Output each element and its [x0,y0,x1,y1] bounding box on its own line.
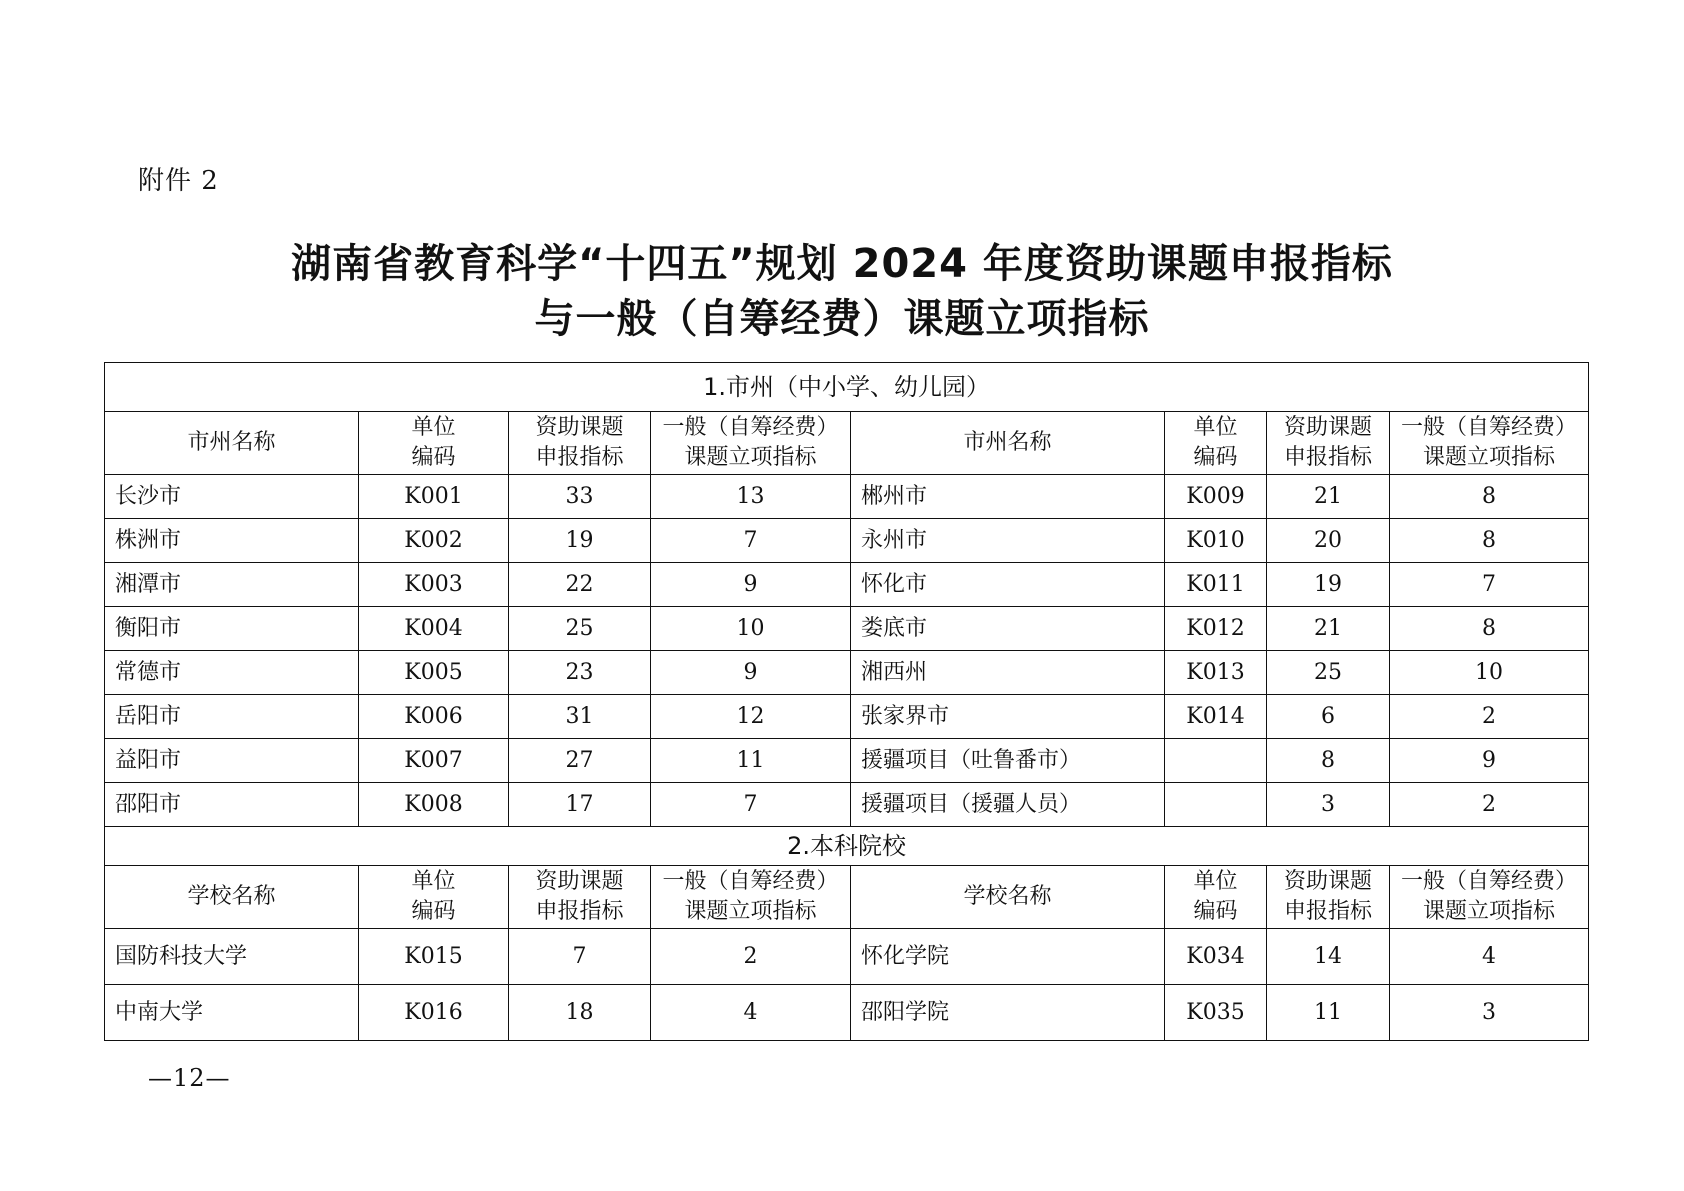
section-title-row [105,827,1589,866]
header-general-quota-line: 一般（自筹经费） [1401,869,1578,894]
unit-code [1165,783,1267,827]
general-quota: 10 [1390,651,1589,695]
header-general-quota [1390,412,1589,475]
unit-code: K016 [359,985,509,1041]
unit-name: 国防科技大学 [105,929,359,985]
header-general-quota-line: 一般（自筹经费） [1401,415,1578,440]
unit-code: K013 [1165,651,1267,695]
general-quota: 2 [651,929,851,985]
section-title-row [105,363,1589,412]
header-code [359,866,509,929]
fund-quota: 18 [509,985,651,1041]
unit-name: 邵阳学院 [851,985,1165,1041]
document-title-line2: 与一般（自筹经费）课题立项指标 [534,296,1150,342]
unit-name: 邵阳市 [105,783,359,827]
quota-table [104,362,1589,1041]
unit-name: 岳阳市 [105,695,359,739]
unit-name: 援疆项目（吐鲁番市） [851,739,1165,783]
general-quota: 2 [1390,695,1589,739]
unit-code: K010 [1165,519,1267,563]
fund-quota: 25 [509,607,651,651]
fund-quota: 14 [1267,929,1390,985]
header-general-quota [651,412,851,475]
unit-name: 中南大学 [105,985,359,1041]
header-fund-quota [509,412,651,475]
table-row [105,985,1589,1041]
header-name: 学校名称 [105,866,359,929]
unit-name: 怀化学院 [851,929,1165,985]
fund-quota: 33 [509,475,651,519]
unit-code [1165,739,1267,783]
general-quota: 13 [651,475,851,519]
header-code-line: 单位 [1193,415,1238,440]
header-fund-quota-line: 申报指标 [1283,899,1372,924]
unit-name: 湘西州 [851,651,1165,695]
table-row [105,739,1589,783]
header-fund-quota-line: 申报指标 [535,445,624,470]
unit-code: K004 [359,607,509,651]
unit-name: 常德市 [105,651,359,695]
general-quota: 4 [1390,929,1589,985]
document-title-line1: 湖南省教育科学“十四五”规划 2024 年度资助课题申报指标 [291,241,1393,287]
unit-code: K015 [359,929,509,985]
unit-code: K003 [359,563,509,607]
header-code [1165,866,1267,929]
header-code-line: 单位 [1193,869,1238,894]
header-general-quota [1390,866,1589,929]
fund-quota: 19 [1267,563,1390,607]
general-quota: 3 [1390,985,1589,1041]
general-quota: 2 [1390,783,1589,827]
unit-code: K008 [359,783,509,827]
general-quota: 8 [1390,475,1589,519]
header-code [1165,412,1267,475]
header-general-quota-line: 课题立项指标 [1423,445,1556,470]
fund-quota: 7 [509,929,651,985]
unit-code: K011 [1165,563,1267,607]
fund-quota: 20 [1267,519,1390,563]
fund-quota: 25 [1267,651,1390,695]
unit-name: 娄底市 [851,607,1165,651]
unit-name: 张家界市 [851,695,1165,739]
unit-code: K035 [1165,985,1267,1041]
general-quota: 4 [651,985,851,1041]
header-code [359,412,509,475]
unit-code: K012 [1165,607,1267,651]
table-row [105,695,1589,739]
general-quota: 7 [1390,563,1589,607]
header-general-quota-line: 课题立项指标 [684,899,817,924]
header-fund-quota [1267,412,1390,475]
section-title: 1.市州（中小学、幼儿园） [105,363,1589,412]
fund-quota: 27 [509,739,651,783]
table-row [105,519,1589,563]
header-general-quota [651,866,851,929]
header-fund-quota-line: 资助课题 [535,415,624,440]
fund-quota: 19 [509,519,651,563]
table-row [105,563,1589,607]
annex-label: 附件 2 [138,166,219,196]
header-code-line: 编码 [1193,445,1238,470]
unit-code: K006 [359,695,509,739]
unit-code: K009 [1165,475,1267,519]
header-fund-quota-line: 申报指标 [535,899,624,924]
fund-quota: 3 [1267,783,1390,827]
header-fund-quota-line: 资助课题 [1283,415,1372,440]
general-quota: 9 [1390,739,1589,783]
unit-code: K001 [359,475,509,519]
fund-quota: 21 [1267,475,1390,519]
fund-quota: 21 [1267,607,1390,651]
unit-name: 湘潭市 [105,563,359,607]
header-name: 市州名称 [105,412,359,475]
fund-quota: 11 [1267,985,1390,1041]
header-code-line: 编码 [411,899,456,924]
header-row [105,866,1589,929]
unit-code: K007 [359,739,509,783]
general-quota: 12 [651,695,851,739]
header-fund-quota [509,866,651,929]
unit-name: 益阳市 [105,739,359,783]
table-row [105,929,1589,985]
header-code-line: 编码 [411,445,456,470]
header-fund-quota-line: 资助课题 [1283,869,1372,894]
fund-quota: 23 [509,651,651,695]
header-general-quota-line: 课题立项指标 [684,445,817,470]
header-general-quota-line: 一般（自筹经费） [662,869,839,894]
fund-quota: 8 [1267,739,1390,783]
general-quota: 8 [1390,519,1589,563]
header-code-line: 单位 [411,869,456,894]
header-general-quota-line: 一般（自筹经费） [662,415,839,440]
general-quota: 7 [651,783,851,827]
fund-quota: 17 [509,783,651,827]
general-quota: 10 [651,607,851,651]
header-row [105,412,1589,475]
header-fund-quota [1267,866,1390,929]
fund-quota: 22 [509,563,651,607]
fund-quota: 6 [1267,695,1390,739]
header-code-line: 单位 [411,415,456,440]
general-quota: 9 [651,563,851,607]
header-name: 学校名称 [851,866,1165,929]
unit-name: 株洲市 [105,519,359,563]
header-fund-quota-line: 资助课题 [535,869,624,894]
general-quota: 11 [651,739,851,783]
table-row [105,475,1589,519]
header-general-quota-line: 课题立项指标 [1423,899,1556,924]
unit-name: 援疆项目（援疆人员） [851,783,1165,827]
unit-code: K002 [359,519,509,563]
unit-code: K005 [359,651,509,695]
general-quota: 8 [1390,607,1589,651]
page-number: —12— [148,1064,231,1092]
fund-quota: 31 [509,695,651,739]
header-fund-quota-line: 申报指标 [1283,445,1372,470]
general-quota: 7 [651,519,851,563]
header-code-line: 编码 [1193,899,1238,924]
section-title: 2.本科院校 [105,827,1589,866]
table-row [105,651,1589,695]
unit-code: K014 [1165,695,1267,739]
general-quota: 9 [651,651,851,695]
table-row [105,607,1589,651]
header-name: 市州名称 [851,412,1165,475]
unit-name: 怀化市 [851,563,1165,607]
unit-name: 衡阳市 [105,607,359,651]
unit-code: K034 [1165,929,1267,985]
unit-name: 郴州市 [851,475,1165,519]
unit-name: 永州市 [851,519,1165,563]
table-row [105,783,1589,827]
unit-name: 长沙市 [105,475,359,519]
